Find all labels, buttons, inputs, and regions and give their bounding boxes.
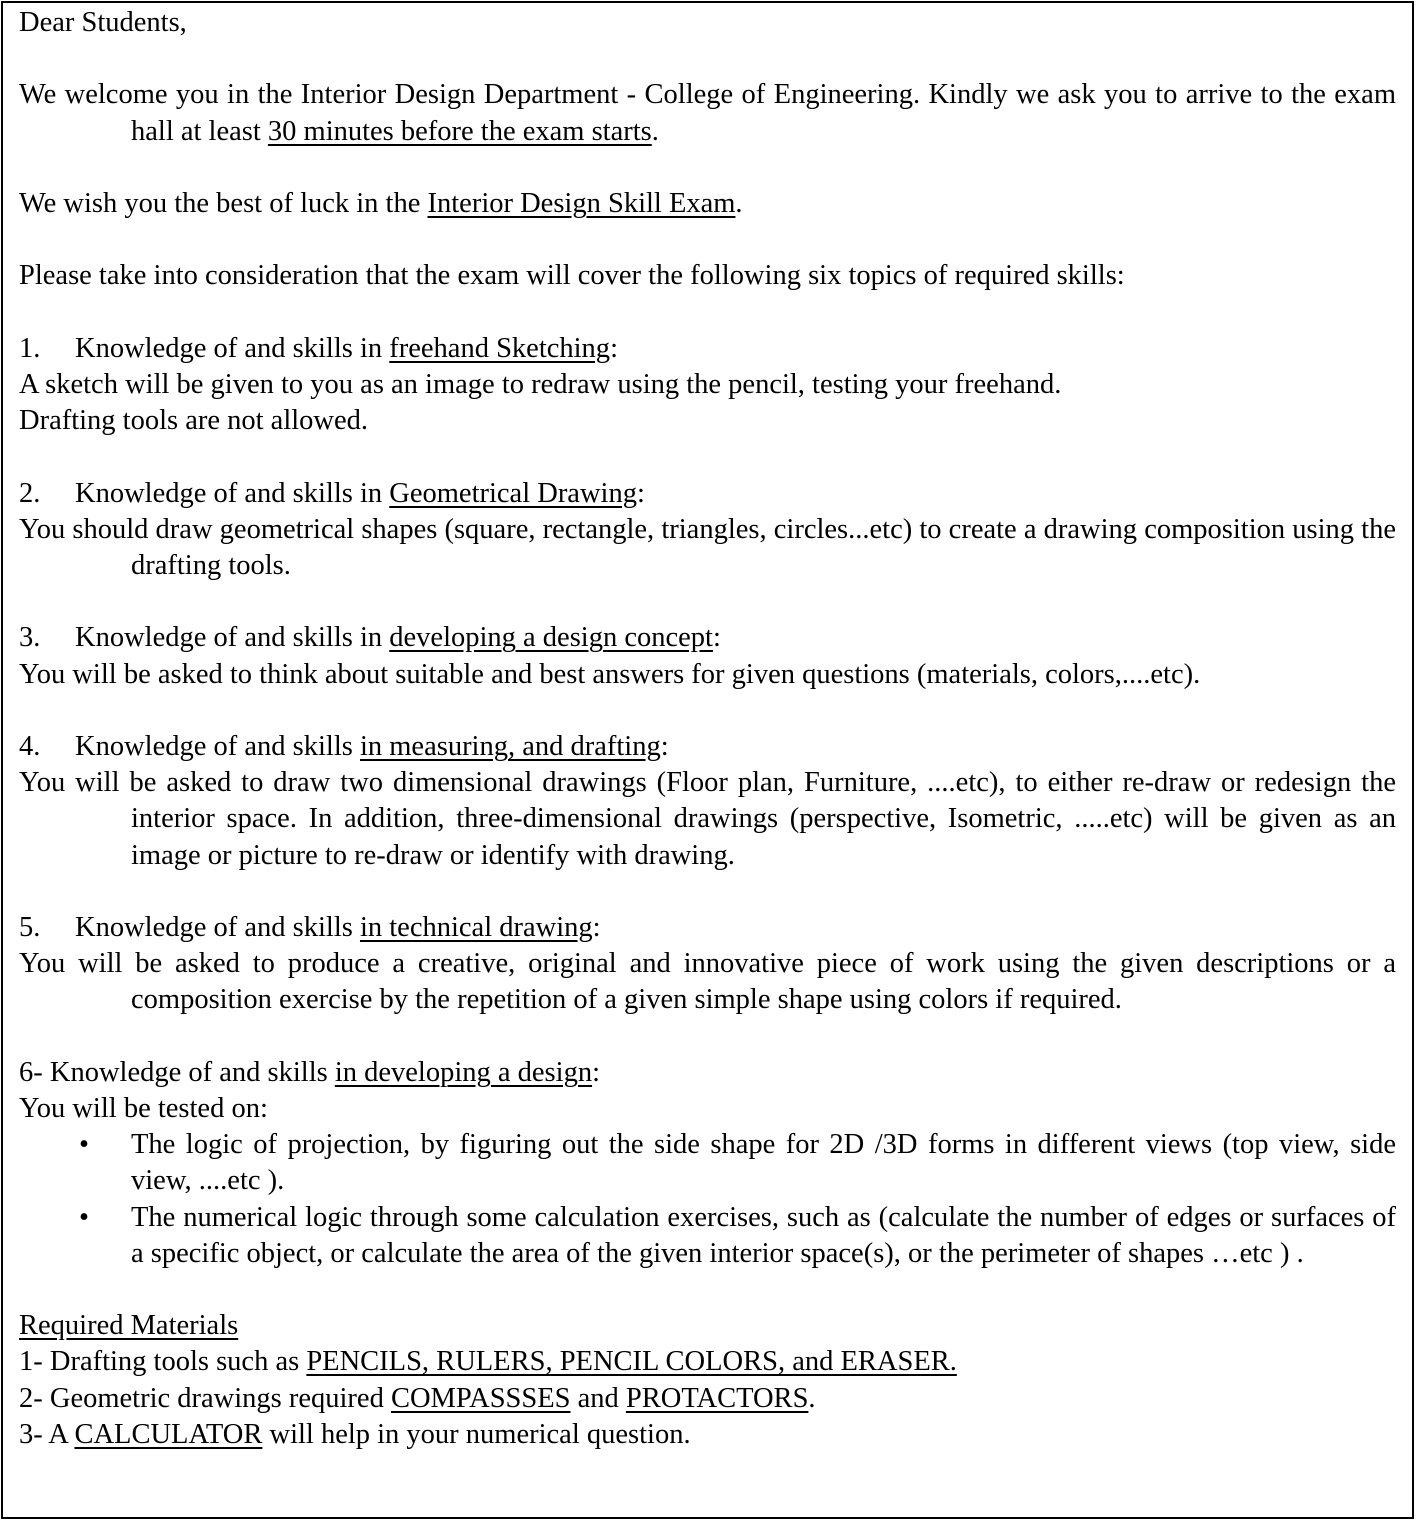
- topic-title-1: freehand Sketching: [389, 332, 611, 364]
- topic-title-4: in measuring, and drafting: [359, 730, 661, 762]
- topic-heading-1: 1. Knowledge of and skills in freehand Sketching:: [19, 332, 618, 364]
- topic-description-1-line-2: Drafting tools are not allowed.: [19, 405, 369, 437]
- topic-6-intro: You will be tested on:: [19, 1092, 268, 1124]
- topic-title-2: Geometrical Drawing: [389, 477, 637, 509]
- wish-paragraph: We wish you the best of luck in the Interior Design Skill Exam.: [19, 187, 743, 219]
- bullet-text-1: The logic of projection, by figuring out the side shape for 2D /3D forms in different views (top view, side view, ....etc ).: [131, 1129, 1396, 1197]
- materials-item-2: 2- Geometric drawings required COMPASSSES and PROTACTORS.: [19, 1382, 816, 1414]
- topic-heading-2: 2. Knowledge of and skills in Geometrical Drawing:: [19, 477, 645, 509]
- greeting: Dear Students,: [19, 7, 187, 38]
- bullet-icon: •: [79, 1201, 89, 1233]
- topic-title-3: developing a design concept: [389, 622, 713, 654]
- topic-description-3: You will be asked to think about suitable and best answers for given questions (materials, colors,....etc).: [19, 658, 1201, 690]
- exam-name: Interior Design Skill Exam: [427, 187, 736, 219]
- bullet-icon: •: [79, 1129, 89, 1161]
- topic-title-5: in technical drawing: [359, 911, 593, 943]
- drafting-tools-list: PENCILS, RULERS, PENCIL COLORS, and ERASER.: [306, 1346, 957, 1378]
- bullet-text-2: The numerical logic through some calculation exercises, such as (calculate the number of edges or surfaces of a specific object, or calculate the area of the given interior space(s), or the perimeter of shapes …etc ) .: [131, 1201, 1396, 1269]
- topic-heading-5: 5. Knowledge of and skills in technical drawing:: [19, 911, 601, 943]
- materials-heading: Required Materials: [19, 1310, 239, 1342]
- welcome-paragraph: We welcome you in the Interior Design Department - College of Engineering. Kindly we ask you to arrive to the exam hall at least 30 minutes before the exam starts.: [19, 79, 1396, 147]
- exam-notice-document: [1, 1, 1414, 1519]
- topic-heading-3: 3. Knowledge of and skills in developing a design concept:: [19, 622, 721, 654]
- compasses-label: COMPASSSES: [390, 1382, 571, 1414]
- topic-description-4: You will be asked to draw two dimensional drawings (Floor plan, Furniture, ....etc), to either re-draw or redesign the interior space. In addition, three-dimensional drawings (perspective, Isometric, .....etc) will be given as an image or picture to re-draw or identify with drawing.: [19, 767, 1396, 871]
- materials-item-1: 1- Drafting tools such as PENCILS, RULERS, PENCIL COLORS, and ERASER.: [19, 1346, 957, 1378]
- arrival-time-note: 30 minutes before the exam starts: [267, 115, 652, 147]
- topics-intro: Please take into consideration that the exam will cover the following six topics of required skills:: [19, 260, 1125, 292]
- topic-description-1-line-1: A sketch will be given to you as an image to redraw using the pencil, testing your freehand.: [19, 368, 1062, 400]
- topic-6-bullet-list: [19, 1127, 1396, 1272]
- topic-heading-4: 4. Knowledge of and skills in measuring, and drafting:: [19, 730, 669, 762]
- materials-item-3: 3- A CALCULATOR will help in your numerical question.: [19, 1418, 691, 1450]
- list-item: [19, 1127, 1396, 1199]
- calculator-label: CALCULATOR: [74, 1418, 263, 1450]
- topic-title-6: in developing a design: [334, 1056, 593, 1088]
- list-item: [19, 1200, 1396, 1272]
- topic-description-2: You should draw geometrical shapes (square, rectangle, triangles, circles...etc) to create a drawing composition using the drafting tools.: [19, 513, 1396, 581]
- topic-heading-6: 6- Knowledge of and skills in developing a design:: [19, 1056, 600, 1088]
- protractors-label: PROTACTORS: [625, 1382, 809, 1414]
- welcome-text: We welcome you in the Interior Design Department - College of Engineering. Kindly we ask you to arrive to the exam hall at least: [19, 79, 1396, 147]
- topic-description-5: You will be asked to produce a creative, original and innovative piece of work using the given descriptions or a composition exercise by the repetition of a given simple shape using colors if required.: [19, 948, 1396, 1016]
